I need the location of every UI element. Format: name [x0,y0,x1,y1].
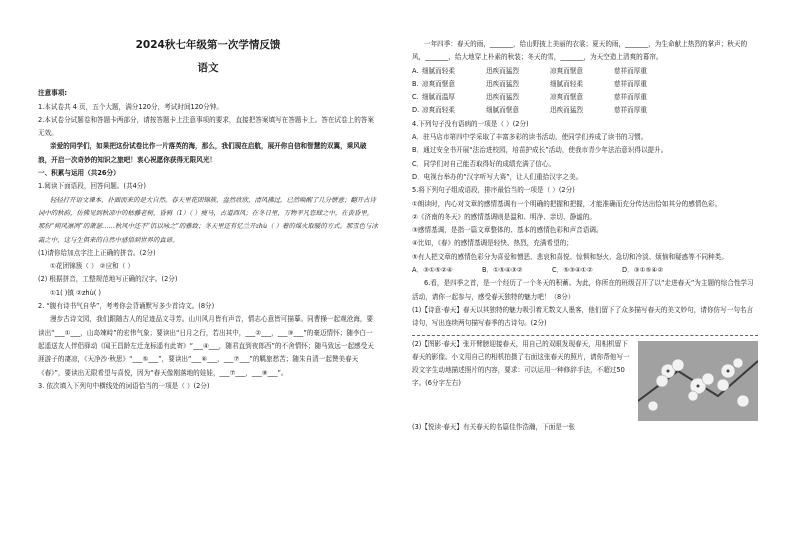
q1-sub2-items: ①1( )镇 ②zhù( ) [50,288,102,297]
q6-sub1: (1)【诗意·春天】春天以其独特的魅力吸引着无数文人墨客，他们留下了众多描写春天的美文妙句，请你仿写一句名言诗句，写出连续两句描写春季的古诗句。(2分) [412,305,754,328]
q2-passage: 漫步古诗文园，我们跟随古人的足迹品文寻芳。山川风月皆有声音，情志心意皆可描摹。同曹操一起观沧海，要读出“___①___，山岛竦峙”的宏伟气象；要读出“日月之行，若出其中，___②___，___③___”的豪迈情怀；随李白一起遥送友人伴侣驿动《闻王昌龄左迁龙标遥有此寄》“___④___，随君直到夜郎西”的不舍情怀；随马致远一起感受天涯游子的凄凉，《天净沙·秋思》“___⑤___”，要读出“___⑥___，___⑦___”的羁旅愁苦；随朱自清一起赞美春天《春》”，要读出无限希望与喜悦，因为“春天像刚落地的娃娃，___⑦___，___⑧___”。 [38,315,374,377]
q1-sub2: (2) 根据拼音，工整规范地写正确的汉字。(2分) [38,275,178,284]
q5-item-3: ③感情基调，是指一篇文章整体的、基本的感情色彩和声音语调。 [412,226,603,235]
exam-title: 2024秋七年级第一次学情反馈 [135,39,281,51]
q5-item-1: ①朗读时，内心对文章的感情基调有一个明确的把握和把握，才能准确而充分传达出恰如其分的感情色彩。 [412,199,722,208]
q5-item-5: ⑤有人把文章的感情色彩分为喜爱和憎恶、悲哀和喜悦、惊惧和怒火、急切和冷淡、烦恼和疑惑等不同种类。 [412,252,728,261]
q3-option-b: B. 凉爽而惬意 迅疾而猛烈 细腻而轻柔 慈祥而厚重 [412,79,647,88]
q5-item-4: ④比如，《春》的感情基调是轻快、热烈，充满希望的； [412,239,573,248]
notice-1: 1.本试卷共 4 页，五个大题，满分120分，考试时间120分钟。 [38,102,223,111]
right-column [412,38,758,434]
q5-options: A．③①⑤②④ B．①⑤④③② C．⑤③④①② D．③①⑤④② [412,266,664,275]
q4-option-a: A．驻马店市第四中学采取了丰富多彩的读书活动，使同学们养成了读书的习惯。 [412,133,648,142]
q6-title: 6.看，是四季之首，是一个经历了一个冬天的积蓄。为此，你所在的班级召开了以“走进春天”为主题的综合性学习活动，请你一起参与，感受春天独特的魅力吧！（8分） [412,279,754,301]
q5-title: 5.将下列句子组成语段，排序最恰当的一项是（ ）(2分) [412,186,575,195]
notice-2: 2.本试卷分试题卷和答题卡两部分，请按答题卡上注意事项的要求，直接把答案填写在答题卡上。答在试卷上的答案无效。 [38,115,374,138]
blossom-photo [638,341,758,421]
q5-item-2: ②《济南的冬天》的感情基调则是温和、明净、亲切、静谧的。 [412,212,596,221]
q6-sub2-block [412,338,758,421]
q4-option-b: B．通过安全书开展“法治进校园，培苗护成长”活动，使我市青少年法治意识得以提升。 [412,146,668,155]
q3-option-c: C. 细腻而温厚 迅疾而猛烈 凉爽而惬意 慈祥而厚重 [412,93,647,102]
q3-title: 3. 依次填入下列句中横线处的词语恰当的一项是（ ）(2分) [38,381,210,390]
q1-title: 1.阅读下面语段，回答问题。(共4分) [38,182,146,191]
q6-sub2: (2)【图影·春天】张开臂膀迎接春天，用自己的双眼发现春天，用相机留下春天的影像。小文用自己的相机拍摄了右面这张春天的照片，请你帮他写一段文字生动地描述照片的内容，要求：可以运用一种修辞手法，不超过50字。(6分字左右) [412,339,630,388]
q6-sub3: (3)【悦读·春天】有关春天的名篇佳作浩瀚，下面是一张 [412,422,576,431]
q1-passage: 轻轻打开语文课本，扑面而来的是大自然。春天里花团锦簇，盎然欣欣，清风拂过，已然唤醒了几分惬意；翻开古诗词中的秋韵，仿佛见到秋凉中的枯藤老树，昏鸦（1）（ ）瘦马，古道西风；在冬日里，万物平凡恣肆之中，在黄昏里，那份“朔风凛冽”的萧瑟……秋风中还不“饥以咏之”的雅致；冬天里还有忆兰开zhù（ ）着的煤火取暖的方式。那雪色与冰霜之中，这与生俱来的自然中感悟到世界的真谛。 [38,195,378,244]
q3-text: 一年四季：春天的雨，_______，给山野披上美丽的衣裳；夏天的雨，_______，为生命献上热烈的掌声；秋天的风，_______，给大地穿上朴素的秋装；冬天的雪，_______，为天空造上清爽的幕帘。 [412,40,748,62]
q2-title: 2. “腹有诗书气自华”，考考你会背诵默写多少首诗文。(8分) [38,302,215,311]
q4-option-d: D．电视台举办的“汉字听写大赛”，让人们重拾汉字之美。 [412,172,583,181]
section-1-heading: 一、积累与运用（共26分） [38,169,120,178]
answer-line [412,335,758,336]
q1-sub1-items: ①花团锦簇（ ） ②应和（ ） [50,262,135,271]
q1-sub1: (1)请你给加点字注上正确的拼音。(2分) [38,248,156,257]
q3-option-a: A. 细腻而轻柔 迅疾而猛烈 凉爽而惬意 慈祥而厚重 [412,66,647,75]
q3-option-d: D. 凉爽而轻柔 细腻而惬意 迅疾而猛烈 慈祥而厚重 [412,106,647,115]
subject-title: 语文 [197,62,219,74]
q4-option-c: C．同学们对自己能否取得好的成绩充满了信心。 [412,159,556,168]
intro-text: 亲爱的同学们，如果把这份试卷比作一片落英的海，那么，我们现在启航，展开你自信和智慧的双翼，乘风破浪，开启一次奇妙的知识之旅吧！衷心祝愿你获得无限风光！ [38,142,367,164]
left-column [38,38,378,393]
notice-heading: 注意事项: [38,89,68,98]
q4-title: 4.下列句子没有语病的一项是（ ）(2分) [412,119,529,128]
